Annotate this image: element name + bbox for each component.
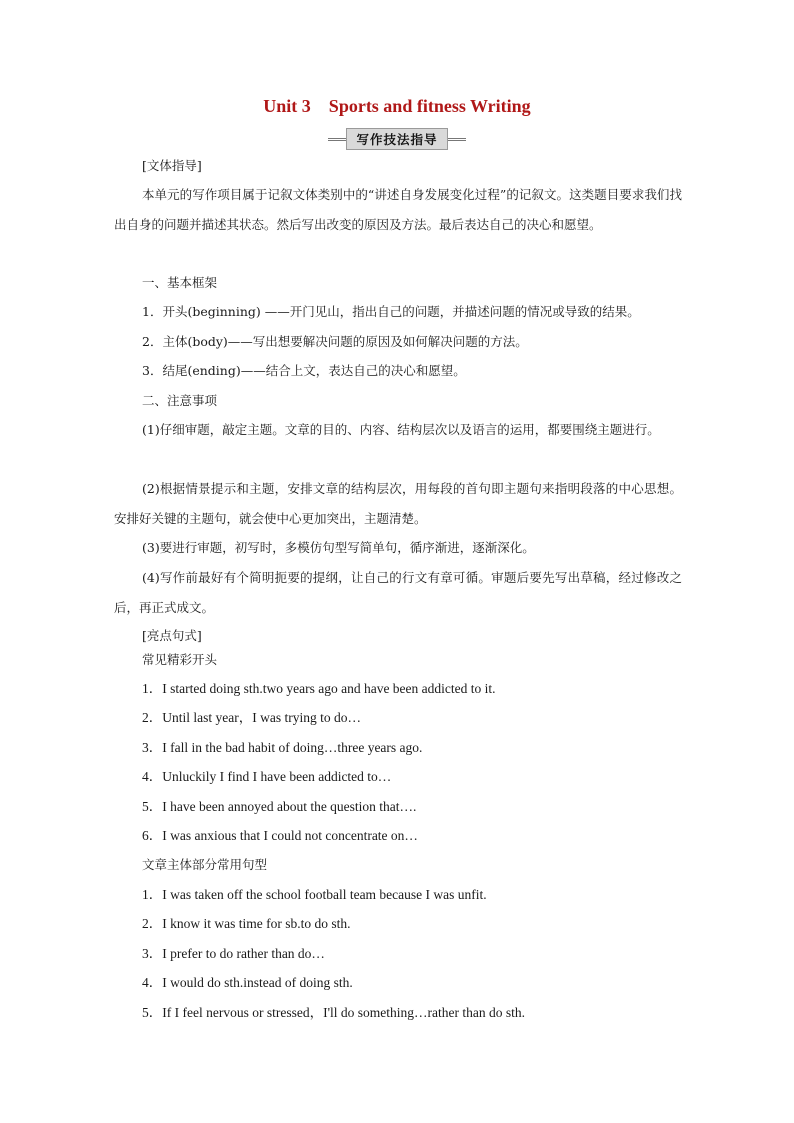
section-banner — [0, 128, 794, 150]
banner-rule-left — [328, 138, 346, 141]
note-item: (3)要进行审题，初写时，多模仿句型写简单句，循序渐进，逐渐深化。 — [142, 540, 535, 555]
intro-paragraph: 本单元的写作项目属于记叙文体类别中的“讲述自身发展变化过程”的记叙文。这类题目要求我们找出自身的问题并描述其状态。然后写出改变的原因及方法。最后表达自己的决心和愿望。 — [114, 187, 682, 232]
framework-heading: 一、基本框架 — [142, 275, 218, 290]
notes-heading: 二、注意事项 — [142, 393, 218, 408]
body-sentence: 2．I know it was time for sb.to do sth. — [142, 916, 351, 931]
opening-sentence: 6．I was anxious that I could not concentrate on… — [142, 828, 418, 843]
opening-sentence: 3．I fall in the bad habit of doing…three years ago. — [142, 740, 423, 755]
note-item: (1)仔细审题，敲定主题。文章的目的、内容、结构层次以及语言的运用，都要围绕主题进行。 — [142, 422, 660, 437]
body-heading: 文章主体部分常用句型 — [142, 857, 268, 872]
banner-rule-right — [448, 138, 466, 141]
opening-sentence: 2．Until last year，I was trying to do… — [142, 710, 361, 725]
opening-sentence: 1．I started doing sth.two years ago and have been addicted to it. — [142, 681, 496, 696]
sentence-label: [亮点句式] — [142, 628, 202, 643]
body-sentence: 4．I would do sth.instead of doing sth. — [142, 975, 353, 990]
opening-heading: 常见精彩开头 — [142, 652, 218, 667]
framework-item: 3．结尾(ending)——结合上文，表达自己的决心和愿望。 — [142, 363, 466, 378]
page-title: Unit 3 Sports and fitness Writing — [263, 96, 531, 116]
opening-sentence: 5．I have been annoyed about the question that…. — [142, 799, 417, 814]
note-item: (4)写作前最好有个简明扼要的提纲，让自己的行文有章可循。审题后要先写出草稿，经过修改之后，再正式成文。 — [114, 570, 682, 615]
banner-label: 写作技法指导 — [346, 128, 447, 150]
body-sentence: 1．I was taken off the school football team because I was unfit. — [142, 887, 487, 902]
note-item: (2)根据情景提示和主题，安排文章的结构层次，用每段的首句即主题句来指明段落的中心思想。安排好关键的主题句，就会使中心更加突出，主题清楚。 — [114, 481, 682, 526]
genre-label: [文体指导] — [142, 158, 202, 173]
body-sentence: 3．I prefer to do rather than do… — [142, 946, 325, 961]
body-sentence: 5．If I feel nervous or stressed，I'll do something…rather than do sth. — [142, 1005, 525, 1020]
framework-item: 2．主体(body)——写出想要解决问题的原因及如何解决问题的方法。 — [142, 334, 528, 349]
framework-item: 1．开头(beginning) ——开门见山，指出自己的问题，并描述问题的情况或导致的结果。 — [142, 304, 640, 319]
opening-sentence: 4．Unluckily I find I have been addicted to… — [142, 769, 392, 784]
